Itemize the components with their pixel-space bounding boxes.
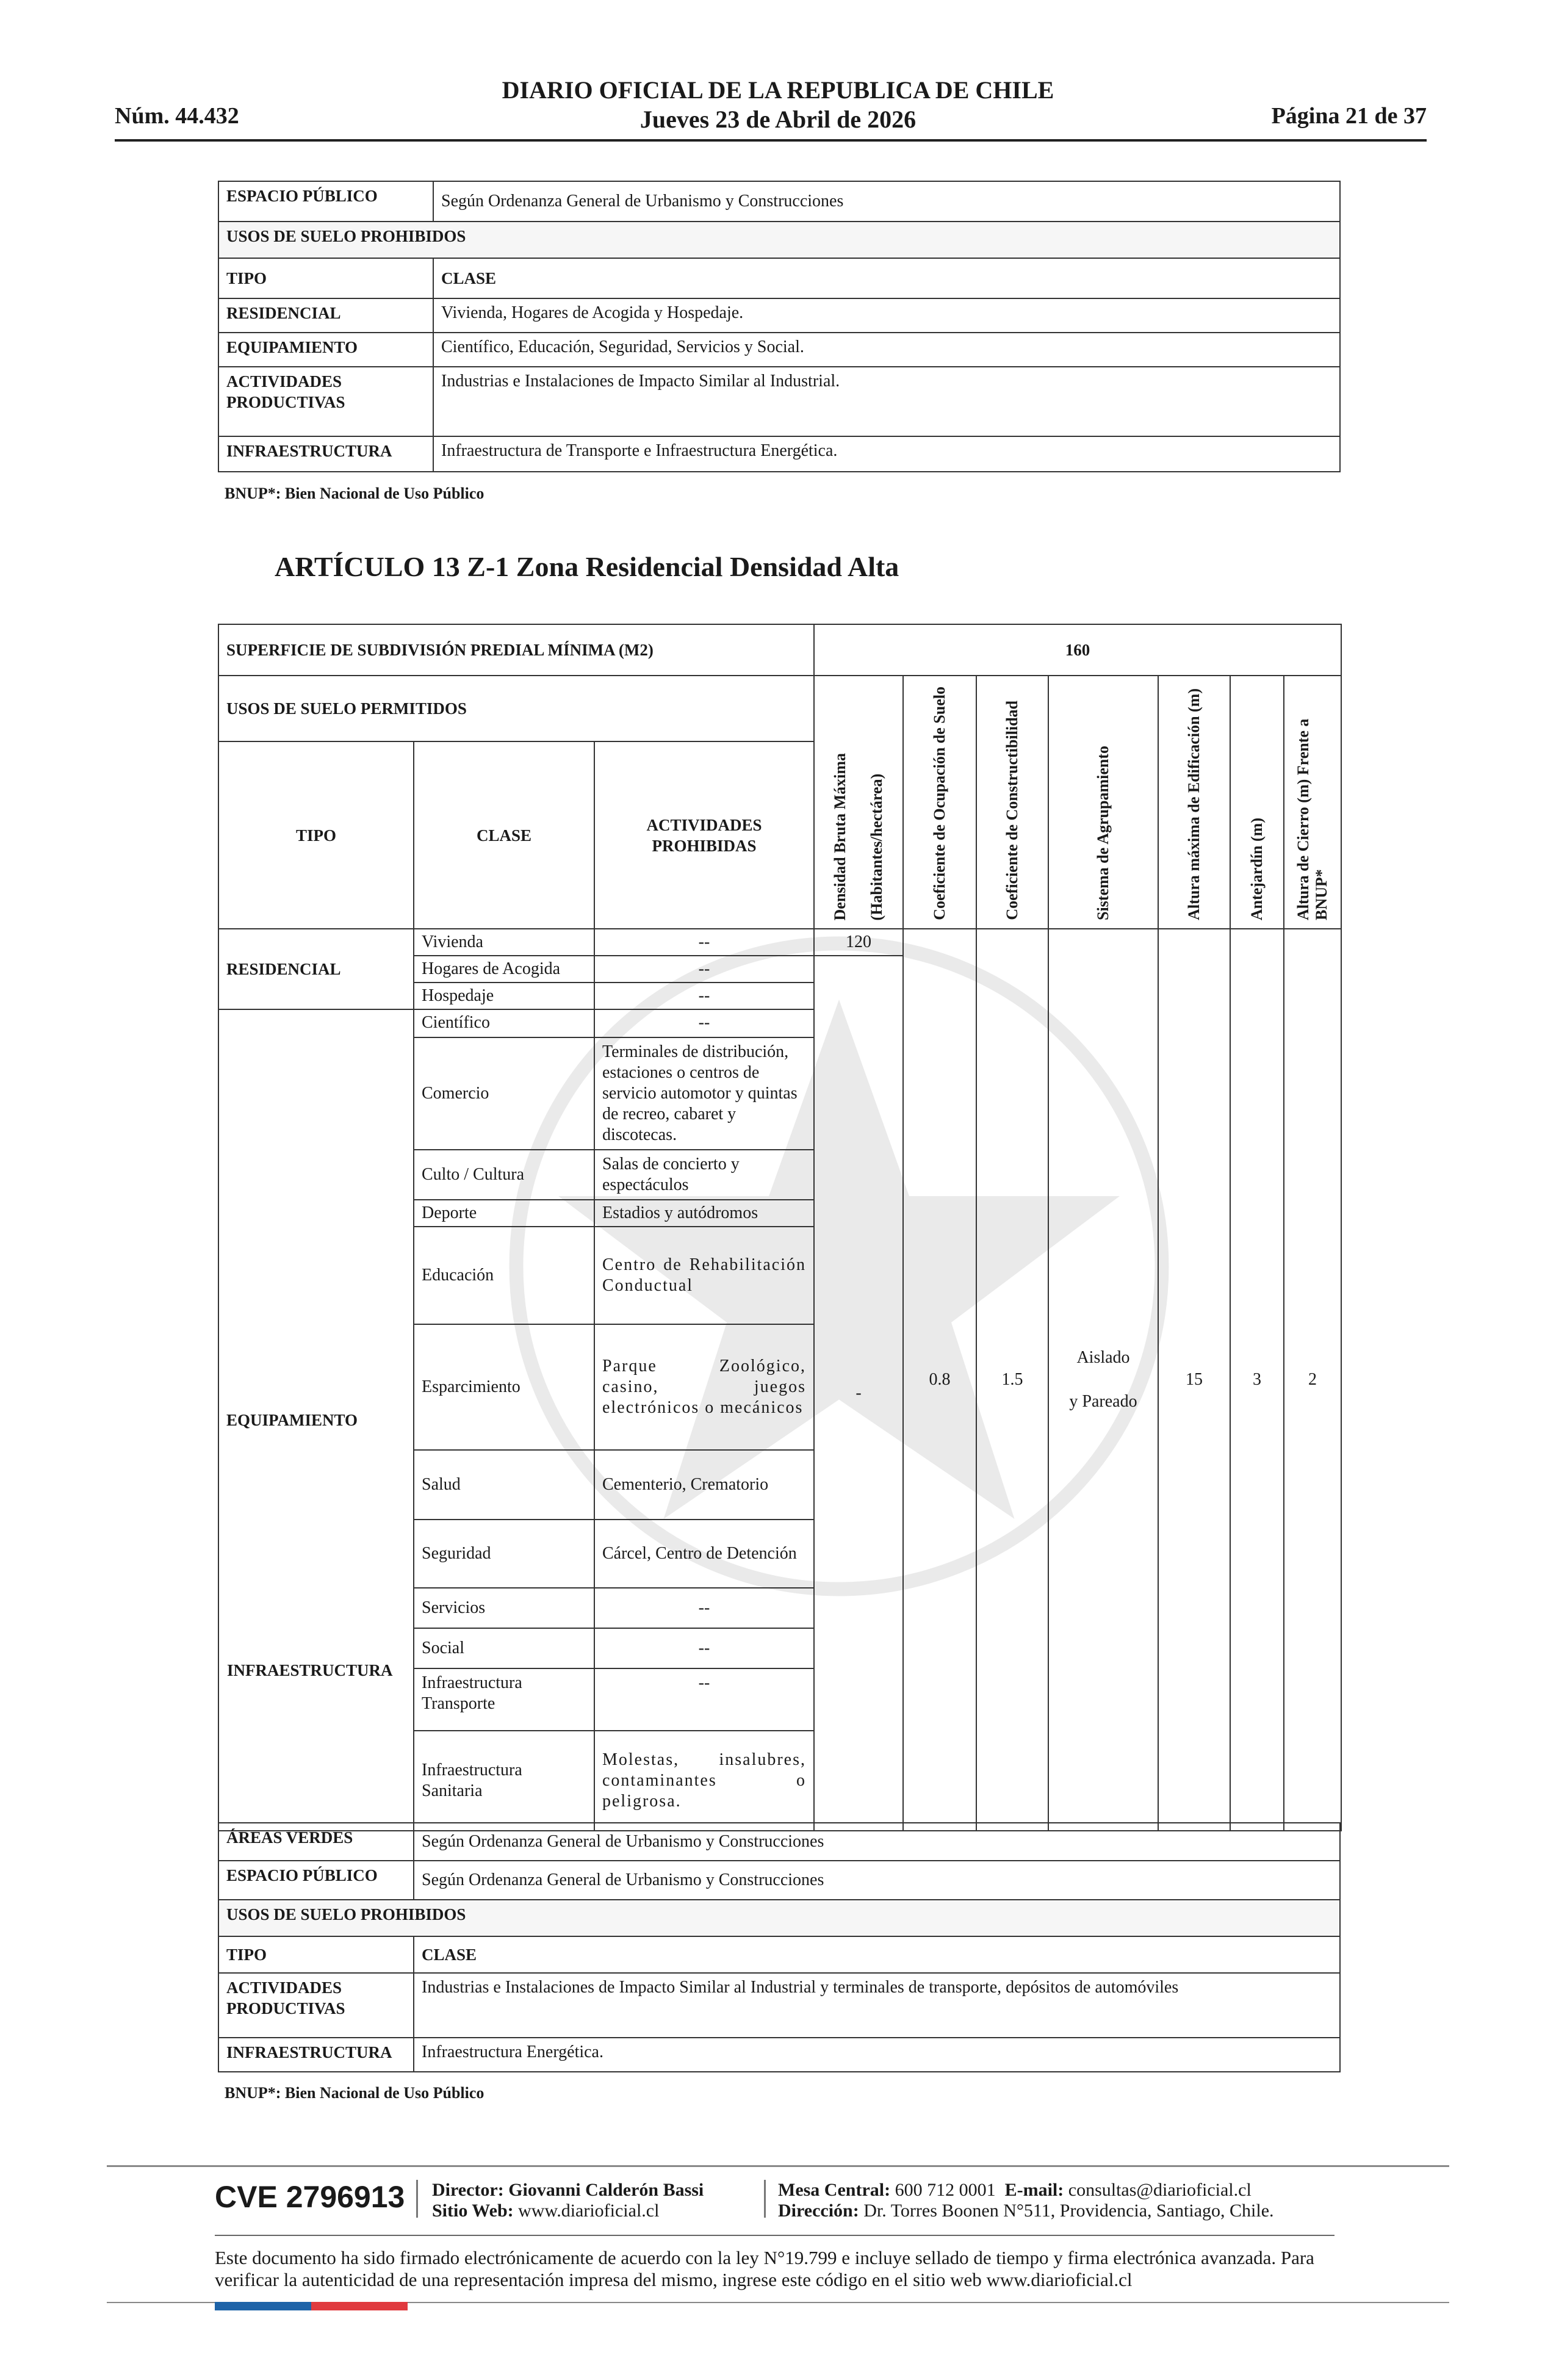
email-label: E-mail: <box>1004 2180 1064 2200</box>
clase-cientifico: Científico <box>414 1009 594 1037</box>
agrupamiento-value <box>1048 929 1158 1831</box>
clase-salud: Salud <box>414 1450 594 1520</box>
prohibidas-hospedaje: -- <box>594 983 814 1009</box>
constructibilidad-header <box>976 676 1048 929</box>
agrupamiento-line1: Aislado <box>1076 1348 1130 1367</box>
issue-date: Jueves 23 de Abril de 2026 <box>639 106 917 133</box>
email-link[interactable]: consultas@diarioficial.cl <box>1068 2180 1252 2200</box>
clase-actividades-productivas: Industrias e Instalaciones de Impacto Similar al Industrial y terminales de transporte, depósitos de automóviles <box>414 1973 1340 2038</box>
clase-seguridad: Seguridad <box>414 1520 594 1588</box>
prohibidas-deporte: Estadios y autódromos <box>594 1200 814 1227</box>
clase-educacion: Educación <box>414 1227 594 1324</box>
agrupamiento-line2: y Pareado <box>1069 1392 1137 1411</box>
clase-comercio: Comercio <box>414 1037 594 1150</box>
tipo-header: TIPO <box>218 258 433 298</box>
direccion-label: Dirección: <box>778 2201 859 2221</box>
areas-verdes-value: Según Ordenanza General de Urbanismo y Construcciones <box>414 1823 1340 1861</box>
espacio-publico-label: ESPACIO PÚBLICO <box>218 181 433 222</box>
ocupacion-header-text: Coeficiente de Ocupación de Suelo <box>931 687 949 920</box>
legal-notice: Este documento ha sido firmado electrónicamente de acuerdo con la ley N°19.799 e incluye sellado de tiempo y firma electrónica avanzada. Para verificar la autenticidad de una representación impresa del mismo, ingrese este código en el sitio web www.diarioficial.cl <box>215 2247 1314 2290</box>
constructibilidad-value: 1.5 <box>976 929 1048 1831</box>
densidad-header-text <box>831 753 886 920</box>
cierro-header-text: Altura de Cierro (m) Frente a BNUP* <box>1294 718 1331 920</box>
clase-actividades-productivas: Industrias e Instalaciones de Impacto Similar al Industrial. <box>433 367 1340 436</box>
clase-vivienda: Vivienda <box>414 929 594 956</box>
cierro-value: 2 <box>1284 929 1341 1831</box>
superficie-label: SUPERFICIE DE SUBDIVISIÓN PREDIAL MÍNIMA (M2) <box>218 624 814 676</box>
clase-esparcimiento: Esparcimiento <box>414 1324 594 1450</box>
clase-col-header: CLASE <box>414 741 594 929</box>
clase-social: Social <box>414 1628 594 1668</box>
tipo-infraestructura: INFRAESTRUCTURA <box>225 1661 395 1680</box>
prohibidas-educacion: Centro de Rehabilitación Conductual <box>594 1227 814 1324</box>
direccion-value: Dr. Torres Boonen N°511, Providencia, Santiago, Chile. <box>863 2201 1274 2221</box>
prohibidas-culto: Salas de concierto y espectáculos <box>594 1150 814 1200</box>
issue-number: Núm. 44.432 <box>115 103 239 129</box>
tipo-infraestructura: INFRAESTRUCTURA <box>218 436 433 472</box>
prohibidas-vivienda: -- <box>594 929 814 956</box>
clase-header: CLASE <box>414 1936 1340 1973</box>
clase-servicios: Servicios <box>414 1588 594 1628</box>
prohibidos-heading: USOS DE SUELO PROHIBIDOS <box>218 1900 1340 1936</box>
altura-header-text: Altura máxima de Edificación (m) <box>1185 688 1203 920</box>
bnup-note: BNUP*: Bien Nacional de Uso Público <box>225 485 484 502</box>
tipo-col-header: TIPO <box>218 741 414 929</box>
footer-separator <box>416 2180 418 2218</box>
mesa-label: Mesa Central: <box>778 2180 891 2200</box>
densidad-header-line1: Densidad Bruta Máxima <box>831 752 849 920</box>
tipo-residencial: RESIDENCIAL <box>218 929 414 1009</box>
cve-code: CVE 2796913 <box>215 2180 405 2214</box>
footer-separator-2 <box>764 2180 766 2218</box>
tipo-equipamiento: EQUIPAMIENTO <box>218 1009 414 1831</box>
clase-infra-sanitaria: Infraestructura Sanitaria <box>414 1731 594 1831</box>
zone-z1-table <box>218 624 1342 1831</box>
prohibidas-hogares: -- <box>594 956 814 983</box>
altura-value: 15 <box>1158 929 1230 1831</box>
permitidos-heading: USOS DE SUELO PERMITIDOS <box>218 676 814 741</box>
tipo-equipamiento: EQUIPAMIENTO <box>218 333 433 367</box>
clase-infraestructura: Infraestructura Energética. <box>414 2038 1340 2072</box>
director-label: Director: <box>432 2180 504 2200</box>
prohibidas-servicios: -- <box>594 1588 814 1628</box>
actividades-col-header: ACTIVIDADES PROHIBIDAS <box>594 741 814 929</box>
prohibidas-cientifico: -- <box>594 1009 814 1037</box>
tipo-infraestructura: INFRAESTRUCTURA <box>218 2038 414 2072</box>
densidad-header-line2: (Habitantes/hectárea) <box>868 773 886 920</box>
agrupamiento-header-text: Sistema de Agrupamiento <box>1094 746 1112 920</box>
prohibidas-salud: Cementerio, Crematorio <box>594 1450 814 1520</box>
zone-z1-bottom-table <box>218 1822 1341 2072</box>
cierro-header <box>1284 676 1341 929</box>
clase-equipamiento: Científico, Educación, Seguridad, Servicios y Social. <box>433 333 1340 367</box>
tipo-actividades-productivas: ACTIVIDADES PRODUCTIVAS <box>218 1973 414 2038</box>
previous-article-table <box>218 181 1341 472</box>
prohibidas-infra-transporte: -- <box>594 1668 814 1731</box>
tipo-header: TIPO <box>218 1936 414 1973</box>
clase-residencial: Vivienda, Hogares de Acogida y Hospedaje. <box>433 298 1340 333</box>
clase-deporte: Deporte <box>414 1200 594 1227</box>
antejardin-header-text: Antejardín (m) <box>1248 817 1266 920</box>
director-name: Giovanni Calderón Bassi <box>508 2180 704 2200</box>
espacio-publico-value: Según Ordenanza General de Urbanismo y Construcciones <box>414 1861 1340 1900</box>
ocupacion-header <box>903 676 976 929</box>
clase-infraestructura: Infraestructura de Transporte e Infraestructura Energética. <box>433 436 1340 472</box>
tipo-residencial: RESIDENCIAL <box>218 298 433 333</box>
prohibidas-seguridad: Cárcel, Centro de Detención <box>594 1520 814 1588</box>
espacio-publico-label: ESPACIO PÚBLICO <box>218 1861 414 1900</box>
prohibidas-infra-sanitaria: Molestas, insalubres, contaminantes o peligrosa. <box>594 1731 814 1831</box>
altura-header <box>1158 676 1230 929</box>
page-number: Página 21 de 37 <box>1271 103 1427 129</box>
prohibidas-esparcimiento: Parque Zoológico, casino, juegos electrónicos o mecánicos <box>594 1324 814 1450</box>
clase-header: CLASE <box>433 258 1340 298</box>
header-rule <box>115 139 1427 142</box>
mesa-value: 600 712 0001 <box>895 2180 996 2200</box>
densidad-residencial-value: 120 <box>814 929 903 956</box>
flag-bar-blue <box>215 2302 311 2310</box>
tipo-actividades-productivas: ACTIVIDADES PRODUCTIVAS <box>218 367 433 436</box>
espacio-publico-value: Según Ordenanza General de Urbanismo y Construcciones <box>433 181 1340 222</box>
clase-hospedaje: Hospedaje <box>414 983 594 1009</box>
areas-verdes-label: ÁREAS VERDES <box>218 1823 414 1861</box>
antejardin-value: 3 <box>1230 929 1284 1831</box>
footer-rule-2 <box>215 2235 1334 2236</box>
antejardin-header <box>1230 676 1284 929</box>
footer-contact-block <box>778 2180 1274 2221</box>
ocupacion-value: 0.8 <box>903 929 976 1831</box>
clase-culto: Culto / Cultura <box>414 1150 594 1200</box>
article-title: ARTÍCULO 13 Z-1 Zona Residencial Densidad Alta <box>275 551 899 582</box>
clase-infra-transporte: Infraestructura Transporte <box>414 1668 594 1731</box>
clase-hogares: Hogares de Acogida <box>414 956 594 983</box>
footer-rule <box>107 2165 1449 2167</box>
agrupamiento-header <box>1048 676 1158 929</box>
densidad-header <box>814 676 903 929</box>
newspaper-title: DIARIO OFICIAL DE LA REPUBLICA DE CHILE <box>502 76 1054 104</box>
bnup-note-bottom: BNUP*: Bien Nacional de Uso Público <box>225 2084 484 2102</box>
sitio-label: Sitio Web: <box>432 2201 514 2221</box>
prohibidas-social: -- <box>594 1628 814 1668</box>
flag-bar-red <box>311 2302 408 2310</box>
prohibidos-heading: USOS DE SUELO PROHIBIDOS <box>218 222 1340 258</box>
superficie-value: 160 <box>814 624 1341 676</box>
prohibidas-comercio: Terminales de distribución, estaciones o centros de servicio automotor y quintas de recreo, cabaret y discotecas. <box>594 1037 814 1150</box>
sitio-link[interactable]: www.diarioficial.cl <box>518 2201 660 2221</box>
densidad-equipamiento-value: - <box>814 956 903 1831</box>
footer-director-block <box>432 2180 704 2221</box>
constructibilidad-header-text: Coeficiente de Constructibilidad <box>1003 701 1021 920</box>
